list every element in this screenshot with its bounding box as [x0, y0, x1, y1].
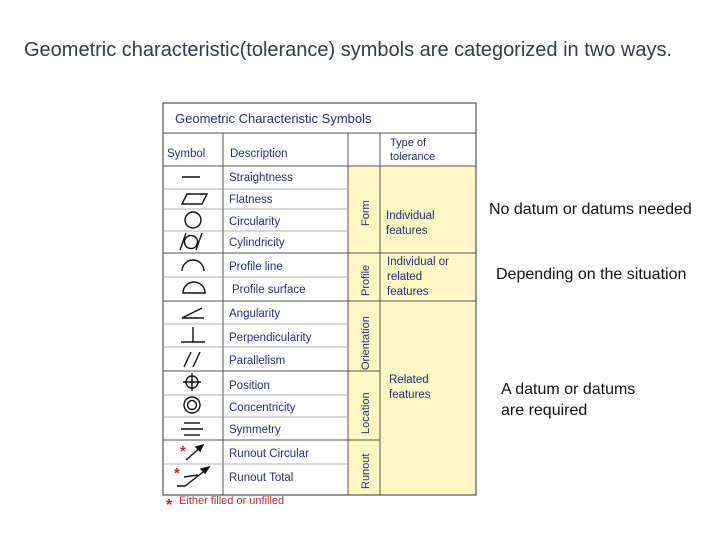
position-icon [183, 373, 201, 391]
note-no-datum: No datum or datums needed [489, 201, 692, 218]
runout-total-asterisk: * [174, 465, 180, 482]
desc-cylindricity: Cylindricity [229, 237, 285, 249]
note-required-line1: A datum or datums [501, 381, 636, 398]
desc-symmetry: Symmetry [229, 424, 281, 436]
desc-perpendicularity: Perpendicularity [229, 332, 312, 344]
footnote-text: Either filled or unfilled [179, 495, 285, 507]
features-individual-l2: features [386, 225, 428, 237]
parallelism-icon [184, 352, 200, 367]
desc-circularity: Circularity [229, 216, 281, 228]
perpendicularity-icon [181, 327, 205, 342]
features-individual-l1: Individual [386, 210, 435, 222]
concentricity-icon [184, 397, 200, 413]
runout-total-icon [177, 467, 209, 486]
category-location: Location [360, 392, 372, 434]
header-description: Description [230, 148, 288, 160]
symmetry-icon [181, 423, 203, 435]
cylindricity-icon [180, 233, 202, 250]
features-ior-l2: related [387, 271, 423, 283]
profile-surface-icon [183, 282, 205, 293]
desc-parallelism: Parallelism [229, 355, 286, 367]
note-depending: Depending on the situation [496, 266, 687, 283]
desc-straightness: Straightness [229, 172, 293, 184]
features-ior-l3: features [387, 286, 429, 298]
slide-title: Geometric characteristic(tolerance) symbols are categorized in two ways. [24, 39, 673, 61]
desc-angularity: Angularity [229, 308, 281, 320]
desc-profile-surface: Profile surface [232, 284, 306, 296]
header-type-line2: tolerance [390, 151, 436, 163]
category-orientation: Orientation [360, 316, 372, 370]
desc-flatness: Flatness [229, 194, 273, 206]
features-related-l1: Related [389, 374, 429, 386]
category-profile: Profile [360, 264, 372, 296]
desc-profile-line: Profile line [229, 261, 283, 273]
features-related-l2: features [389, 389, 431, 401]
header-type-line1: Type of [390, 137, 427, 149]
desc-concentricity: Concentricity [229, 402, 296, 414]
runout-circular-asterisk: * [180, 443, 186, 460]
angularity-icon [182, 308, 204, 318]
profile-line-icon [182, 260, 204, 271]
desc-runout-circular: Runout Circular [229, 448, 309, 460]
desc-runout-total: Runout Total [229, 472, 294, 484]
footnote-asterisk: * [166, 497, 173, 514]
category-runout: Runout [360, 453, 372, 489]
runout-circular-icon [186, 445, 203, 460]
note-required-line2: are required [501, 402, 588, 419]
header-symbol: Symbol [167, 148, 206, 160]
table-title: Geometric Characteristic Symbols [175, 111, 372, 126]
features-ior-l1: Individual or [387, 256, 450, 268]
desc-position: Position [229, 380, 270, 392]
category-form: Form [360, 200, 372, 226]
circularity-icon [185, 212, 201, 228]
flatness-icon [182, 194, 207, 204]
